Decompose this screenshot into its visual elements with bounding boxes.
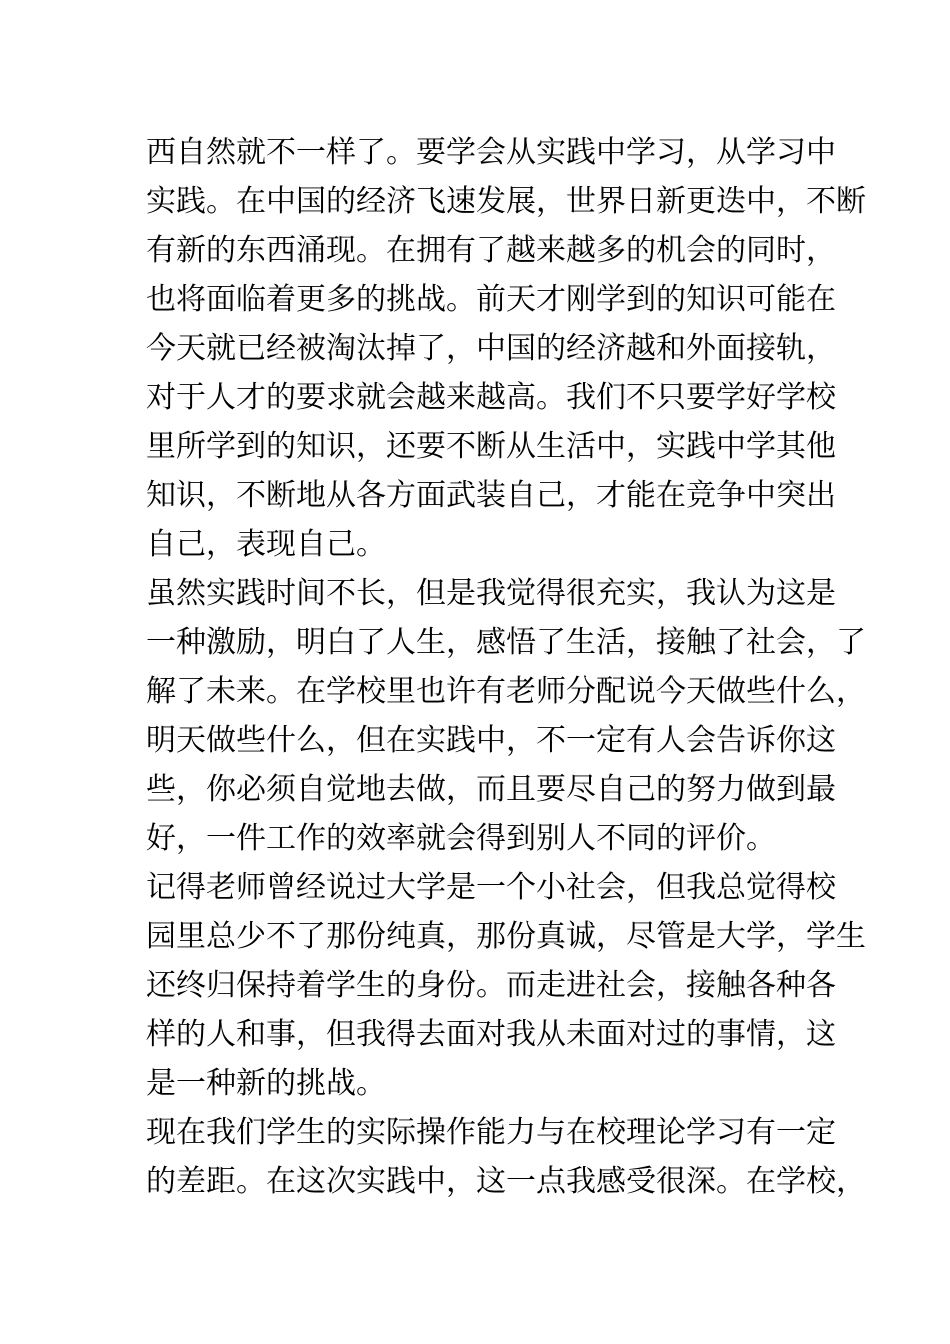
text-line: 记得老师曾经说过大学是一个小社会，但我总觉得校 — [146, 870, 836, 905]
text-line: 明天做些什么，但在实践中，不一定有人会告诉你这 — [146, 723, 836, 758]
body-text — [146, 128, 866, 1206]
text-line: 些，你必须自觉地去做，而且要尽自己的努力做到最 — [146, 772, 836, 807]
text-line: 知识，不断地从各方面武装自己，才能在竞争中突出 — [146, 478, 836, 513]
text-line: 好，一件工作的效率就会得到别人不同的评价。 — [146, 821, 776, 856]
text-line: 虽然实践时间不长，但是我觉得很充实，我认为这是 — [146, 576, 836, 611]
text-line: 有新的东西涌现。在拥有了越来越多的机会的同时， — [146, 233, 836, 268]
text-line: 还终归保持着学生的身份。而走进社会，接触各种各 — [146, 968, 836, 1003]
text-line: 对于人才的要求就会越来越高。我们不只要学好学校 — [146, 380, 836, 415]
text-line: 园里总少不了那份纯真，那份真诚，尽管是大学，学生 — [146, 919, 866, 954]
text-line: 现在我们学生的实际操作能力与在校理论学习有一定 — [146, 1115, 836, 1150]
text-line: 解了未来。在学校里也许有老师分配说今天做些什么， — [146, 674, 866, 709]
text-line: 今天就已经被淘汰掉了，中国的经济越和外面接轨， — [146, 331, 836, 366]
text-line: 也将面临着更多的挑战。前天才刚学到的知识可能在 — [146, 282, 836, 317]
text-line: 西自然就不一样了。要学会从实践中学习，从学习中 — [146, 135, 836, 170]
text-line: 一种激励，明白了人生，感悟了生活，接触了社会，了 — [146, 625, 866, 660]
text-line: 实践。在中国的经济飞速发展，世界日新更迭中，不断 — [146, 184, 866, 219]
text-line: 自己，表现自己。 — [146, 527, 386, 562]
text-line: 里所学到的知识，还要不断从生活中，实践中学其他 — [146, 429, 836, 464]
text-line: 的差距。在这次实践中，这一点我感受很深。在学校， — [146, 1164, 866, 1199]
text-line: 是一种新的挑战。 — [146, 1066, 386, 1101]
text-line: 样的人和事，但我得去面对我从未面对过的事情，这 — [146, 1017, 836, 1052]
